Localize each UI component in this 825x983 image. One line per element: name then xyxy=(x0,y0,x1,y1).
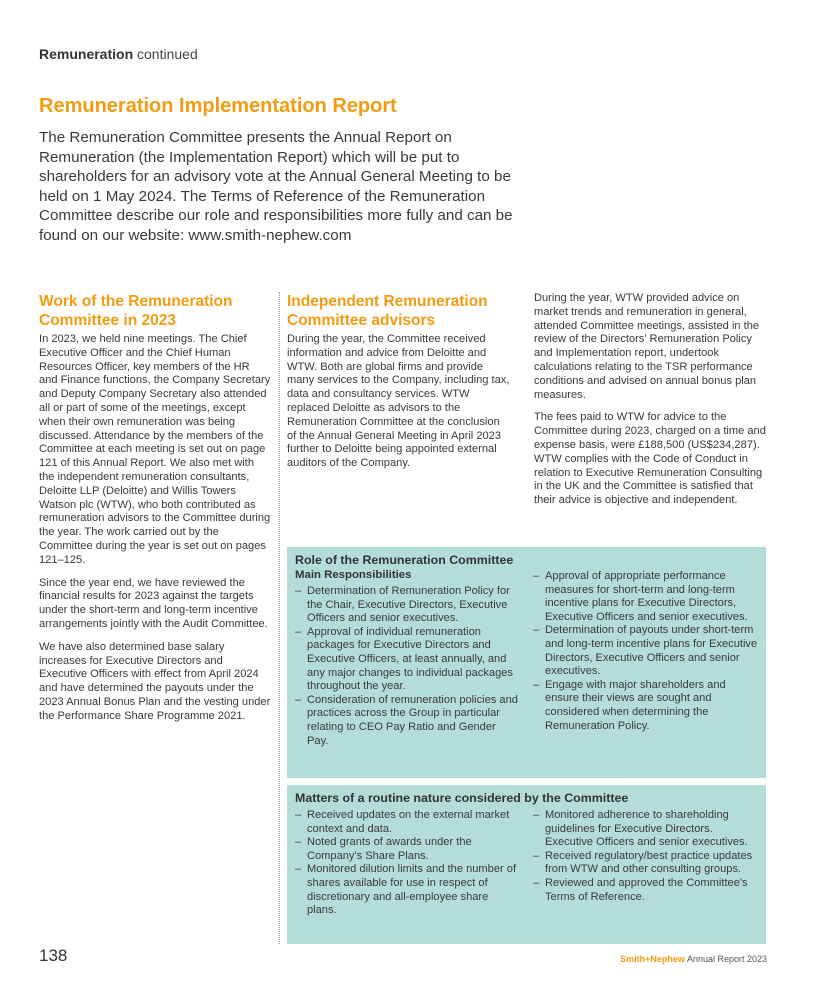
role-box-title: Role of the Remuneration Committee xyxy=(295,553,514,567)
list-item: – Consideration of remuneration policies and practices across the Group in particular relating to CEO Pay Ratio and Gender Pay. xyxy=(295,694,520,748)
routine-box-title: Matters of a routine nature considered by the Committee xyxy=(295,791,629,805)
routine-box xyxy=(287,785,766,944)
list-item: – Monitored dilution limits and the number of shares available for use in respect of discretionary and all-employee share plans. xyxy=(295,863,520,917)
work-paragraph: In 2023, we held nine meetings. The Chief Executive Officer and the Chief Human Resources Officer, key members of the HR and Finance functions, the Company Secretary and Deputy Company Secretary also attended all or part of some of the meetings, except when their own remuneration was being discussed. Attendance by the members of the Committee at each meeting is set out on page 121 of this Annual Report. We also met with the independent remuneration consultants, Deloitte LLP (Deloitte) and Willis Towers Watson plc (WTW), who both contributed as remuneration advisors to the Committee during the year. The work carried out by the Committee during the year is set out on pages 121–125. xyxy=(39,333,271,566)
list-item: – Received updates on the external market context and data. xyxy=(295,809,520,836)
advisors-paragraph: During the year, the Committee received information and advice from Deloitte and WTW. Both are global firms and provide many services to the Company, including tax, data and consultancy services. WTW replaced Deloitte as advisors to the Remuneration Committee at the conclusion of the Annual General Meeting in April 2023 further to Deloitte being appointed external auditors of the Company. xyxy=(287,333,510,470)
section-header xyxy=(39,46,198,62)
footer xyxy=(620,954,767,964)
intro-paragraph: The Remuneration Committee presents the Annual Report on Remuneration (the Implementation Report) which will be put to shareholders for an advisory vote at the Annual General Meeting to be held on 1 May 2024. The Terms of Reference of the Remuneration Committee describe our role and responsibilities more fully and can be found on our website: www.smith-nephew.com xyxy=(39,129,513,244)
role-box-subtitle: Main Responsibilities xyxy=(295,569,412,581)
section-name: Remuneration xyxy=(39,46,134,62)
list-item: – Reviewed and approved the Committee's Terms of Reference. xyxy=(533,877,758,904)
page-number: 138 xyxy=(39,946,68,965)
list-item: – Engage with major shareholders and ensure their views are sought and considered when determining the Remuneration Policy. xyxy=(533,679,758,733)
role-list-right xyxy=(533,570,758,733)
work-paragraph: We have also determined base salary increases for Executive Directors and Executive Officers with effect from April 2024 and have determined the payouts under the 2023 Annual Bonus Plan and the vesting under the Performance Share Programme 2021. xyxy=(39,640,271,722)
report-title: Remuneration Implementation Report xyxy=(39,95,397,117)
work-heading: Work of the Remuneration Committee in 2023 xyxy=(39,293,233,329)
routine-list-left xyxy=(295,809,520,918)
wtw-paragraph: During the year, WTW provided advice on market trends and remuneration in general, attended Committee meetings, assisted in the review of the Directors' Remuneration Policy and Implementation report, undertook calculations relating to the TSR performance conditions and advised on annual bonus plan measures. xyxy=(534,292,760,401)
work-paragraph: Since the year end, we have reviewed the financial results for 2023 against the targets under the short-term and long-term incentive arrangements jointly with the Audit Committee. xyxy=(39,576,268,630)
column-divider xyxy=(279,292,280,944)
list-item: – Determination of Remuneration Policy for the Chair, Executive Directors, Executive Officers and senior executives. xyxy=(295,585,520,626)
brand-logo-text: Smith+Nephew xyxy=(620,954,685,964)
role-list-left xyxy=(295,585,520,748)
wtw-column xyxy=(534,292,768,517)
list-item: – Determination of payouts under short-term and long-term incentive plans for Executive Directors, Executive Officers and senior executives. xyxy=(533,624,758,678)
list-item: – Received regulatory/best practice updates from WTW and other consulting groups. xyxy=(533,850,758,877)
routine-list-right xyxy=(533,809,758,904)
wtw-paragraph: The fees paid to WTW for advice to the Committee during 2023, charged on a time and expense basis, were £188,500 (US$234,287). WTW complies with the Code of Conduct in relation to Executive Remuneration Consulting in the UK and the Committee is satisfied that their advice is objective and independent. xyxy=(534,411,766,507)
work-column xyxy=(39,292,271,733)
role-box xyxy=(287,547,766,778)
list-item: – Monitored adherence to shareholding guidelines for Executive Directors. Executive Officers and senior executives. xyxy=(533,809,758,850)
list-item: – Approval of appropriate performance measures for short-term and long-term incentive plans for Executive Directors, Executive Officers and senior executives. xyxy=(533,570,758,624)
list-item: – Approval of individual remuneration packages for Executive Directors and Executive Officers, at least annually, and any major changes to individual packages throughout the year. xyxy=(295,626,520,694)
list-item: – Noted grants of awards under the Company's Share Plans. xyxy=(295,836,520,863)
report-name: Annual Report 2023 xyxy=(686,954,767,964)
advisors-column xyxy=(287,292,512,480)
advisors-heading: Independent Remuneration Committee advisors xyxy=(287,293,488,329)
section-continued: continued xyxy=(137,46,198,62)
